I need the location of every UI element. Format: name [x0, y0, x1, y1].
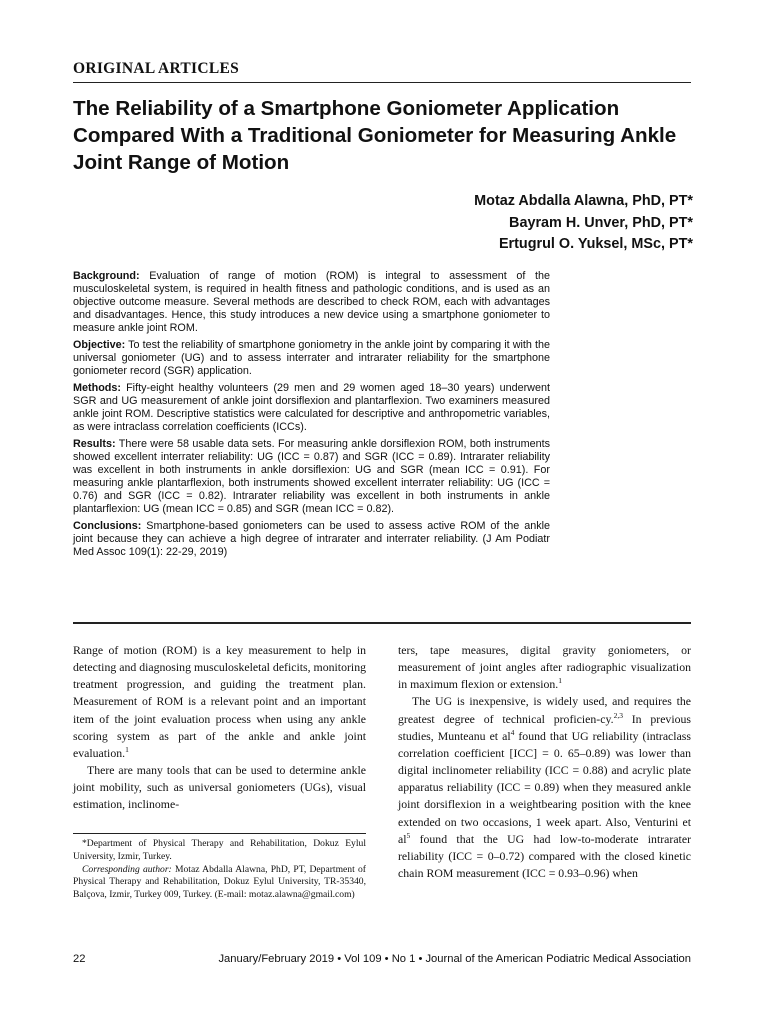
- body-paragraph: [398, 693, 691, 882]
- author-list: [474, 191, 693, 256]
- abstract-results: [73, 438, 550, 517]
- paragraph-text: found that UG reliability (intraclass correlation coefficient [ICC] = 0. 65–0.89) was lower than digital inclinometer reliability (ICC = 0.88) and acrylic plate apparatus reliability (ICC = 0.89) when they measured ankle joint dorsiflexion in a weightbearing position with the knee extended on two occasions, 1 week apart. Also, Venturini et al: [398, 728, 691, 846]
- paragraph-text: found that the UG had low-to-moderate intrarater reliability (ICC = 0–0.72) compared with the closed kinetic chain ROM measurement (ICC = 0.93–0.96) when: [398, 831, 691, 881]
- abstract-text: Smartphone-based goniometers can be used to assess active ROM of the ankle joint because they can achieve a high degree of intrarater and interrater reliability. (J Am Podiatr Med Assoc 109(1): 22-29, 2019): [73, 519, 551, 558]
- author-1: Motaz Abdalla Alawna, PhD, PT*: [474, 193, 693, 209]
- page-number: 22: [73, 953, 86, 965]
- paragraph-text: Range of motion (ROM) is a key measurement to help in detecting and diagnosing musculoskeletal deficits, monitoring treatment progression, and guiding the treatment plan. Measurement of ROM is a relevant point and an important item of the joint evaluation process when using any ankle scoring system as part of the ankle and ankle joint evaluation.: [73, 643, 366, 760]
- paragraph-text: The UG is inexpensive, is widely used, and requires the greatest degree of technical proficien-cy.: [398, 694, 691, 726]
- body-paragraph: [398, 642, 691, 693]
- abstract: [73, 270, 550, 562]
- body-column-left: [73, 642, 366, 814]
- author-3: Ertugrul O. Yuksel, MSc, PT*: [498, 236, 693, 252]
- abstract-label: Methods:: [73, 381, 121, 394]
- body-paragraph: [73, 642, 366, 762]
- abstract-conclusions: [73, 520, 550, 559]
- abstract-text: Fifty-eight healthy volunteers (29 men and 29 women aged 18–30 years) underwent SGR and UG measurement of ankle joint dorsiflexion and plantarflexion. Two examiners measured ankle joint ROM. Descriptive statistics were calculated for descriptive and anthropometric variables, as were intraclass correlation coefficients (ICCs).: [73, 381, 550, 434]
- citation-ref: 1: [125, 745, 129, 755]
- abstract-objective: [73, 339, 550, 378]
- body-column-right: [398, 642, 691, 882]
- paragraph-text: There are many tools that can be used to determine ankle joint mobility, such as universal goniometers (UGs), visual estimation, inclinome-: [73, 763, 366, 812]
- abstract-text: There were 58 usable data sets. For measuring ankle dorsiflexion ROM, both instruments showed excellent interrater reliability: UG (ICC = 0.87) and SGR (ICC = 0.89). Intrarater reliability was excellent in both instruments in ankle dorsiflexion: UG and SGR (mean ICC = 0.91). For measuring ankle plantarflexion, both instruments showed excellent interrater reliability: UG (ICC = 0.76) and SGR (ICC = 0.82). Intrarater reliability was excellent in both instruments in ankle plantarflexion: UG (mean ICC = 0.85) and SGR (mean ICC = 0.82).: [73, 437, 550, 516]
- citation-ref: 2,3: [613, 710, 623, 720]
- corresponding-label: Corresponding author:: [82, 863, 172, 875]
- article-title: The Reliability of a Smartphone Goniometer Application Compared With a Traditional Goniometer for Measuring Ankle Joint Range of Motion: [73, 97, 677, 174]
- abstract-label: Results:: [73, 437, 116, 450]
- corresponding-author-note: [73, 864, 366, 902]
- section-label: ORIGINAL ARTICLES: [73, 60, 240, 77]
- footnotes: [73, 838, 366, 902]
- abstract-label: Conclusions:: [73, 519, 142, 532]
- citation-ref: 1: [558, 676, 562, 686]
- footnote-rule: [73, 833, 366, 834]
- abstract-label: Objective:: [73, 338, 126, 351]
- abstract-background: [73, 270, 550, 335]
- paragraph-text: In previous studies, Munteanu et al: [398, 711, 691, 743]
- author-2: Bayram H. Unver, PhD, PT*: [509, 214, 693, 231]
- paragraph-text: ters, tape measures, digital gravity goniometers, or measurement of joint angles after radiographic visualization in maximum flexion or extension.: [398, 643, 691, 692]
- body-paragraph: [73, 762, 366, 813]
- abstract-text: Evaluation of range of motion (ROM) is integral to assessment of the musculoskeletal system, is required in health fitness and pathologic conditions, and is used as an objective outcome measure. Several methods are described to check ROM, each with advantages and disadvantages. Hence, this study introduces a new device using a smartphone goniometer to measure ankle joint ROM.: [73, 270, 551, 335]
- citation-ref: 4: [510, 727, 515, 737]
- affiliation-note: *Department of Physical Therapy and Rehabilitation, Dokuz Eylul University, Izmir, Turkey.: [73, 838, 366, 862]
- abstract-label: Background:: [73, 270, 140, 282]
- journal-info: January/February 2019 • Vol 109 • No 1 • Journal of the American Podiatric Medical Association: [218, 953, 691, 965]
- abstract-text: To test the reliability of smartphone goniometry in the ankle joint by comparing it with the universal goniometer (UG) and to assess interrater and intrarater reliability for the smartphone goniometer record (SGR) application.: [73, 338, 550, 378]
- abstract-rule: [73, 622, 691, 624]
- abstract-methods: [73, 382, 550, 434]
- header-rule: [73, 82, 691, 83]
- citation-ref: 5: [406, 830, 411, 840]
- corresponding-text: Motaz Abdalla Alawna, PhD, PT, Department of Physical Therapy and Rehabilitation, Dokuz Eylul University, TR-35340, Balçova, Izmir, Turkey 009, Turkey. (E-mail: motaz.alawna@gmail.com): [73, 863, 366, 901]
